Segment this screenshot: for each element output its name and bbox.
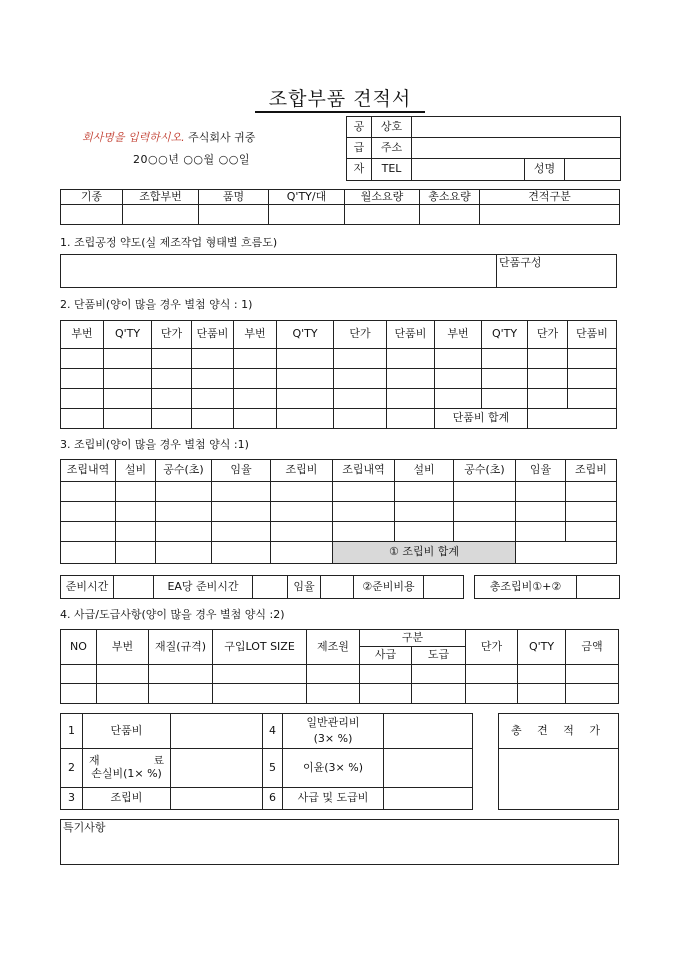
col-header: 설비	[395, 460, 454, 482]
profit-value[interactable]	[384, 749, 473, 788]
total-quote-table	[498, 713, 619, 810]
col-header: 임율	[212, 460, 271, 482]
quote-date: 20○○년 ○○월 ○○일	[133, 153, 250, 166]
supplier-side-char: 공	[347, 117, 372, 138]
table-cell[interactable]	[234, 409, 277, 429]
table-cell[interactable]	[528, 389, 568, 409]
table-cell[interactable]	[334, 409, 387, 429]
table-cell[interactable]	[192, 409, 234, 429]
table-cell[interactable]	[277, 369, 334, 389]
ea-prep-time-value[interactable]	[253, 576, 288, 599]
table-cell[interactable]	[435, 369, 482, 389]
table-cell[interactable]	[152, 389, 192, 409]
table-cell[interactable]	[149, 664, 213, 684]
table-cell[interactable]	[269, 205, 345, 225]
table-cell[interactable]	[435, 349, 482, 369]
table-cell[interactable]	[482, 389, 528, 409]
table-cell[interactable]	[152, 369, 192, 389]
table-cell[interactable]	[104, 409, 152, 429]
table-cell[interactable]	[152, 409, 192, 429]
table-cell[interactable]	[212, 542, 271, 564]
table-row	[61, 389, 617, 409]
remarks-field[interactable]	[61, 820, 619, 865]
table-cell[interactable]	[333, 522, 395, 542]
table-cell[interactable]	[568, 369, 617, 389]
table-cell[interactable]	[333, 482, 395, 502]
subcontract-table	[60, 629, 619, 704]
unit-cost-label: 단품비	[83, 714, 171, 749]
table-cell[interactable]	[334, 369, 387, 389]
prep-cost-label: ②준비비용	[354, 576, 424, 599]
label-tel: TEL	[372, 159, 412, 181]
table-cell[interactable]	[212, 502, 271, 522]
table-cell[interactable]	[516, 502, 566, 522]
recipient-line	[82, 129, 255, 145]
col-header-unit-price: 단가	[466, 630, 518, 665]
table-row	[61, 664, 619, 684]
col-header: 부번	[435, 321, 482, 349]
table-cell[interactable]	[482, 369, 528, 389]
table-cell[interactable]	[61, 502, 116, 522]
col-header: 공수(초)	[454, 460, 516, 482]
table-cell[interactable]	[307, 664, 360, 684]
profit-label: 이윤(3× %)	[283, 749, 384, 788]
table-cell[interactable]	[212, 522, 271, 542]
prep-cost-value[interactable]	[424, 576, 464, 599]
table-cell[interactable]	[566, 482, 617, 502]
table-cell[interactable]	[61, 369, 104, 389]
col-header-assembly-no: 조합부번	[123, 190, 199, 205]
assembly-total-value[interactable]	[516, 542, 617, 564]
table-cell[interactable]	[566, 522, 617, 542]
col-header: 단품비	[192, 321, 234, 349]
table-cell[interactable]	[104, 349, 152, 369]
table-cell[interactable]	[97, 684, 149, 704]
col-header: Q'TY	[482, 321, 528, 349]
overhead-label-line1: 일반관리비	[306, 715, 360, 729]
table-cell[interactable]	[123, 205, 199, 225]
table-cell[interactable]	[466, 664, 518, 684]
table-cell[interactable]	[156, 502, 212, 522]
total-assembly-value[interactable]	[577, 576, 620, 599]
table-cell[interactable]	[395, 502, 454, 522]
table-cell[interactable]	[345, 205, 420, 225]
material-loss-label-line2: 손실비(1× %)	[91, 767, 162, 780]
table-cell[interactable]	[61, 409, 104, 429]
parts-composition[interactable]: 단품구성	[497, 255, 617, 288]
material-loss-label	[83, 749, 171, 788]
table-cell[interactable]	[271, 482, 333, 502]
table-cell[interactable]	[213, 664, 307, 684]
section3-heading: 3. 조립비(양이 많을 경우 별첨 양식 :1)	[60, 438, 249, 451]
col-header: 설비	[116, 460, 156, 482]
col-header-total-req: 총소요량	[420, 190, 480, 205]
section1-heading: 1. 조립공정 약도(실 제조작업 형태별 흐름도)	[60, 236, 278, 249]
col-header-part-no: 부번	[97, 630, 149, 665]
table-cell[interactable]	[156, 482, 212, 502]
subcontract-cost-label: 사급 및 도급비	[283, 788, 384, 810]
table-cell[interactable]	[307, 684, 360, 704]
table-row	[61, 482, 617, 502]
total-quote-value[interactable]	[499, 749, 619, 810]
table-cell[interactable]	[61, 389, 104, 409]
table-cell[interactable]	[234, 389, 277, 409]
col-header: 조립비	[566, 460, 617, 482]
table-cell[interactable]	[277, 349, 334, 369]
table-cell[interactable]	[518, 664, 566, 684]
table-cell[interactable]	[156, 542, 212, 564]
address-field[interactable]	[412, 138, 621, 159]
assembly-cost-label: 조립비	[83, 788, 171, 810]
table-cell[interactable]	[395, 522, 454, 542]
table-cell[interactable]	[234, 349, 277, 369]
tel-field[interactable]	[412, 159, 525, 181]
table-cell[interactable]	[454, 502, 516, 522]
table-row	[61, 684, 619, 704]
table-cell[interactable]	[192, 389, 234, 409]
col-header: 조립비	[271, 460, 333, 482]
subcontract-cost-value[interactable]	[384, 788, 473, 810]
total-assembly-label: 총조립비①+②	[475, 576, 577, 599]
table-cell[interactable]	[516, 522, 566, 542]
table-cell[interactable]	[277, 409, 334, 429]
table-cell[interactable]	[528, 349, 568, 369]
table-cell[interactable]	[116, 482, 156, 502]
table-cell[interactable]	[420, 205, 480, 225]
table-cell[interactable]	[333, 502, 395, 522]
cost-row-no: 1	[61, 714, 83, 749]
table-cell[interactable]	[566, 684, 619, 704]
table-cell[interactable]	[61, 349, 104, 369]
table-cell[interactable]	[568, 349, 617, 369]
overhead-value[interactable]	[384, 714, 473, 749]
overhead-label-line2: (3× %)	[313, 731, 353, 745]
col-header-supplied: 사급	[360, 647, 412, 664]
unit-cost-table	[60, 320, 617, 429]
col-header-maker: 제조원	[307, 630, 360, 665]
table-cell[interactable]	[566, 502, 617, 522]
table-cell[interactable]	[116, 542, 156, 564]
cost-row-no: 5	[263, 749, 283, 788]
table-row	[61, 409, 617, 429]
remarks-box	[60, 819, 619, 865]
table-cell[interactable]	[387, 409, 435, 429]
col-header: 부번	[234, 321, 277, 349]
col-header-lot-size: 구입LOT SIZE	[213, 630, 307, 665]
table-cell[interactable]	[387, 389, 435, 409]
col-header: 부번	[61, 321, 104, 349]
table-cell[interactable]	[104, 389, 152, 409]
section2-heading: 2. 단품비(양이 많을 경우 별첨 양식 : 1)	[60, 298, 253, 311]
overhead-label	[283, 714, 384, 749]
col-header: 임율	[516, 460, 566, 482]
table-cell[interactable]	[61, 522, 116, 542]
col-header: Q'TY	[277, 321, 334, 349]
supplier-side-char: 자	[347, 159, 372, 181]
col-header: Q'TY	[104, 321, 152, 349]
table-cell[interactable]	[61, 205, 123, 225]
table-cell[interactable]	[271, 522, 333, 542]
table-cell[interactable]	[454, 522, 516, 542]
table-cell[interactable]	[334, 389, 387, 409]
ea-prep-time-label: EA당 준비시간	[154, 576, 253, 599]
table-row	[61, 349, 617, 369]
process-sketch-area[interactable]	[61, 255, 497, 288]
table-cell[interactable]	[518, 684, 566, 704]
col-header: 단가	[152, 321, 192, 349]
table-cell[interactable]	[212, 482, 271, 502]
table-cell[interactable]	[360, 684, 412, 704]
table-cell[interactable]	[271, 542, 333, 564]
table-cell[interactable]	[199, 205, 269, 225]
unit-cost-total-value[interactable]	[528, 409, 617, 429]
col-header-model: 기종	[61, 190, 123, 205]
material-loss-char-b: 료	[153, 754, 164, 768]
table-row	[61, 522, 617, 542]
assembly-total-label: ① 조립비 합계	[333, 542, 516, 564]
table-cell[interactable]	[104, 369, 152, 389]
table-cell[interactable]	[61, 684, 97, 704]
col-header-quote-type: 견적구분	[480, 190, 620, 205]
table-cell[interactable]	[566, 664, 619, 684]
remarks-label: 특기사항	[63, 821, 106, 834]
process-sketch-box	[60, 254, 617, 288]
col-header-item-name: 품명	[199, 190, 269, 205]
col-header: 공수(초)	[156, 460, 212, 482]
cost-row-no: 3	[61, 788, 83, 810]
col-header: 단가	[334, 321, 387, 349]
table-cell[interactable]	[454, 482, 516, 502]
col-header-outsourced: 도급	[412, 647, 466, 664]
col-header: 조립내역	[61, 460, 116, 482]
supplier-table	[346, 116, 621, 181]
company-name-prompt[interactable]: 회사명을 입력하시오.	[82, 131, 185, 144]
material-loss-value[interactable]	[171, 749, 263, 788]
table-cell[interactable]	[516, 482, 566, 502]
total-quote-label: 총 견 적 가	[499, 714, 619, 749]
table-cell[interactable]	[116, 522, 156, 542]
col-header-amount: 금액	[566, 630, 619, 665]
table-cell[interactable]	[271, 502, 333, 522]
col-header-qty: Q'TY	[518, 630, 566, 665]
col-header-monthly-req: 월소요량	[345, 190, 420, 205]
table-cell[interactable]	[149, 684, 213, 704]
assembly-cost-value[interactable]	[171, 788, 263, 810]
col-header: 단가	[528, 321, 568, 349]
label-address: 주소	[372, 138, 412, 159]
col-header: 조립내역	[333, 460, 395, 482]
col-header: 단품비	[387, 321, 435, 349]
col-header-no: NO	[61, 630, 97, 665]
assembly-cost-table	[60, 459, 617, 564]
table-cell[interactable]	[387, 369, 435, 389]
table-cell[interactable]	[334, 349, 387, 369]
cost-row-no: 4	[263, 714, 283, 749]
prep-time-label: 준비시간	[61, 576, 114, 599]
label-company: 상호	[372, 117, 412, 138]
summary-table	[60, 189, 620, 225]
table-cell[interactable]	[395, 482, 454, 502]
table-cell[interactable]	[234, 369, 277, 389]
unit-cost-value[interactable]	[171, 714, 263, 749]
table-cell[interactable]	[152, 349, 192, 369]
table-cell[interactable]	[435, 389, 482, 409]
recipient-suffix: 주식회사 귀중	[188, 131, 256, 144]
table-cell[interactable]	[480, 205, 620, 225]
cost-row-no: 6	[263, 788, 283, 810]
col-header-material: 재질(규격)	[149, 630, 213, 665]
table-cell[interactable]	[213, 684, 307, 704]
rate-label: 임율	[288, 576, 321, 599]
table-cell[interactable]	[61, 664, 97, 684]
total-assembly-table	[474, 575, 620, 599]
table-cell[interactable]	[97, 664, 149, 684]
table-cell[interactable]	[466, 684, 518, 704]
rate-value[interactable]	[321, 576, 354, 599]
unit-cost-total-label: 단품비 합계	[435, 409, 528, 429]
table-cell[interactable]	[116, 502, 156, 522]
table-cell[interactable]	[192, 369, 234, 389]
table-cell[interactable]	[360, 664, 412, 684]
company-field[interactable]	[412, 117, 621, 138]
table-cell[interactable]	[528, 369, 568, 389]
table-cell[interactable]	[61, 482, 116, 502]
table-cell[interactable]	[412, 684, 466, 704]
prep-cost-table	[60, 575, 464, 599]
document-title: 조합부품 견적서	[0, 84, 680, 111]
table-cell[interactable]	[482, 349, 528, 369]
name-field[interactable]	[565, 159, 621, 181]
cost-row-no: 2	[61, 749, 83, 788]
prep-time-value[interactable]	[114, 576, 154, 599]
table-row	[61, 369, 617, 389]
table-cell[interactable]	[192, 349, 234, 369]
col-header: 단품비	[568, 321, 617, 349]
material-loss-char-a: 재	[89, 754, 100, 768]
cost-summary-table	[60, 713, 473, 810]
table-cell[interactable]	[568, 389, 617, 409]
table-cell[interactable]	[61, 542, 116, 564]
table-row	[61, 502, 617, 522]
table-cell[interactable]	[156, 522, 212, 542]
table-cell[interactable]	[277, 389, 334, 409]
col-header-category: 구분	[360, 630, 466, 647]
supplier-side-char: 급	[347, 138, 372, 159]
label-name: 성명	[525, 159, 565, 181]
table-cell[interactable]	[412, 664, 466, 684]
col-header-qty-per-unit: Q'TY/대	[269, 190, 345, 205]
section4-heading: 4. 사급/도급사항(양이 많을 경우 별첨 양식 :2)	[60, 608, 285, 621]
table-cell[interactable]	[387, 349, 435, 369]
